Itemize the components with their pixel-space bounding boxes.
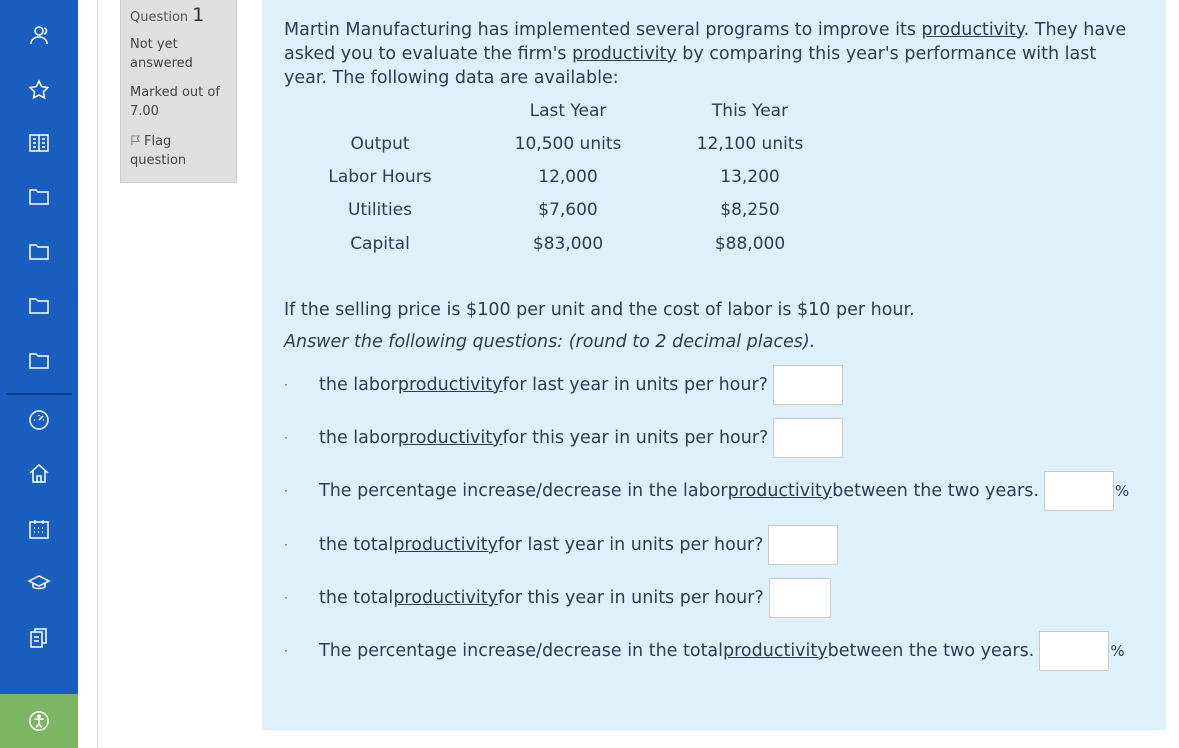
answer-input-6[interactable] xyxy=(1039,631,1109,671)
subquestion-row xyxy=(284,631,1125,671)
question-text-part2: . They have asked you to evaluate the firm's xyxy=(284,20,1127,64)
table-cell: $7,600 xyxy=(538,200,598,220)
question-text-part3: by comparing this year's performance with last year. The following data are available: xyxy=(284,44,1097,88)
question-info-box xyxy=(120,0,237,183)
question-text xyxy=(284,18,1144,90)
rail-folder-4[interactable] xyxy=(0,341,78,381)
table-row-label: Capital xyxy=(350,234,410,254)
question-label: Question xyxy=(130,10,189,25)
bullet: · xyxy=(284,538,288,552)
folder-icon xyxy=(27,240,51,264)
subquestion-text-before: the total xyxy=(319,535,394,555)
percent-suffix: % xyxy=(1114,482,1130,500)
question-text-part1: Martin Manufacturing has implemented several programs to improve its xyxy=(284,20,922,40)
rail-courses[interactable] xyxy=(0,563,78,603)
subquestion-text-after: for this year in units per hour? xyxy=(497,588,764,608)
rail-divider xyxy=(6,393,72,395)
table-row-label: Utilities xyxy=(348,200,412,220)
table-cell: $8,250 xyxy=(720,200,780,220)
question-intro: If the selling price is $100 per unit and the cost of labor is $10 per hour. xyxy=(284,300,915,320)
answer-input-4[interactable] xyxy=(768,525,838,565)
dashboard-gauge-icon xyxy=(27,408,51,432)
subquestion-text-after: for this year in units per hour? xyxy=(502,428,769,448)
subquestion-row xyxy=(284,365,843,405)
subquestion-text-before: the total xyxy=(319,588,394,608)
files-icon xyxy=(27,626,51,650)
question-panel xyxy=(262,0,1166,730)
flag-question-link[interactable] xyxy=(130,132,227,170)
glossary-link-productivity[interactable]: productivity xyxy=(723,641,828,661)
question-instruction: Answer the following questions: (round to 2 decimal places). xyxy=(284,332,816,352)
rail-home[interactable] xyxy=(0,454,78,494)
table-header-last-year: Last Year xyxy=(529,101,607,121)
table-cell: $83,000 xyxy=(532,234,604,254)
subquestion-text-before: The percentage increase/decrease in the labor xyxy=(319,481,728,501)
table-row-label: Labor Hours xyxy=(328,167,432,187)
rail-grades[interactable] xyxy=(0,123,78,163)
subquestion-row xyxy=(284,525,838,565)
question-number-value: 1 xyxy=(192,4,205,26)
percent-suffix: % xyxy=(1110,642,1125,660)
rail-badges[interactable] xyxy=(0,70,78,110)
rail-dashboard[interactable] xyxy=(0,400,78,440)
glossary-link-productivity[interactable]: productivity xyxy=(727,481,833,501)
bullet: · xyxy=(284,591,288,605)
folder-icon xyxy=(27,294,51,318)
glossary-link-productivity[interactable]: productivity xyxy=(393,588,498,608)
folder-icon xyxy=(27,185,51,209)
accessibility-icon xyxy=(28,710,50,732)
page-edge xyxy=(97,0,98,748)
subquestion-row xyxy=(284,418,843,458)
subquestion-row xyxy=(284,471,1129,511)
subquestion-text-before: the labor xyxy=(319,428,398,448)
question-state: Not yet answered xyxy=(130,37,193,71)
bullet: · xyxy=(284,431,288,445)
rail-files[interactable] xyxy=(0,618,78,658)
subquestion-text-after: for last year in units per hour? xyxy=(502,375,768,395)
graduation-cap-icon xyxy=(27,571,51,595)
answer-input-1[interactable] xyxy=(773,365,843,405)
flag-question-label: Flag question xyxy=(130,134,187,168)
grades-table-icon xyxy=(27,131,51,155)
rail-folder-3[interactable] xyxy=(0,286,78,326)
user-group-icon xyxy=(27,23,51,47)
folder-icon xyxy=(27,349,51,373)
subquestion-row xyxy=(284,578,831,618)
table-header-this-year: This Year xyxy=(711,101,789,121)
question-number xyxy=(130,6,227,27)
rail-calendar[interactable] xyxy=(0,509,78,549)
table-row-label: Output xyxy=(350,134,410,154)
bullet: · xyxy=(284,644,288,658)
glossary-link-productivity[interactable]: productivity xyxy=(397,375,503,395)
answer-input-5[interactable] xyxy=(769,578,831,618)
rail-participants[interactable] xyxy=(0,15,78,55)
table-cell: 12,100 units xyxy=(696,134,804,154)
left-nav-rail xyxy=(0,0,78,748)
subquestion-text-before: the labor xyxy=(319,375,398,395)
subquestion-text-after: between the two years. xyxy=(827,641,1035,661)
home-icon xyxy=(27,462,51,486)
question-grade: Marked out of 7.00 xyxy=(130,85,220,119)
star-icon xyxy=(27,78,51,102)
rail-folder-1[interactable] xyxy=(0,177,78,217)
rail-accessibility[interactable] xyxy=(0,694,78,748)
flag-icon xyxy=(130,135,141,146)
subquestion-text-after: between the two years. xyxy=(832,481,1039,501)
glossary-link-productivity[interactable]: productivity xyxy=(393,535,498,555)
answer-input-3[interactable] xyxy=(1044,471,1114,511)
subquestion-text-before: The percentage increase/decrease in the total xyxy=(319,641,724,661)
subquestion-text-after: for last year in units per hour? xyxy=(497,535,764,555)
glossary-link-productivity[interactable]: productivity xyxy=(397,428,503,448)
bullet: · xyxy=(284,378,288,392)
glossary-link-productivity[interactable]: productivity xyxy=(572,44,677,64)
table-cell: 10,500 units xyxy=(514,134,622,154)
rail-folder-2[interactable] xyxy=(0,232,78,272)
calendar-icon xyxy=(27,517,51,541)
answer-input-2[interactable] xyxy=(773,418,843,458)
table-cell: $88,000 xyxy=(714,234,786,254)
bullet: · xyxy=(284,484,288,498)
table-cell: 13,200 xyxy=(720,167,780,187)
table-cell: 12,000 xyxy=(538,167,598,187)
glossary-link-productivity[interactable]: productivity xyxy=(921,20,1024,40)
